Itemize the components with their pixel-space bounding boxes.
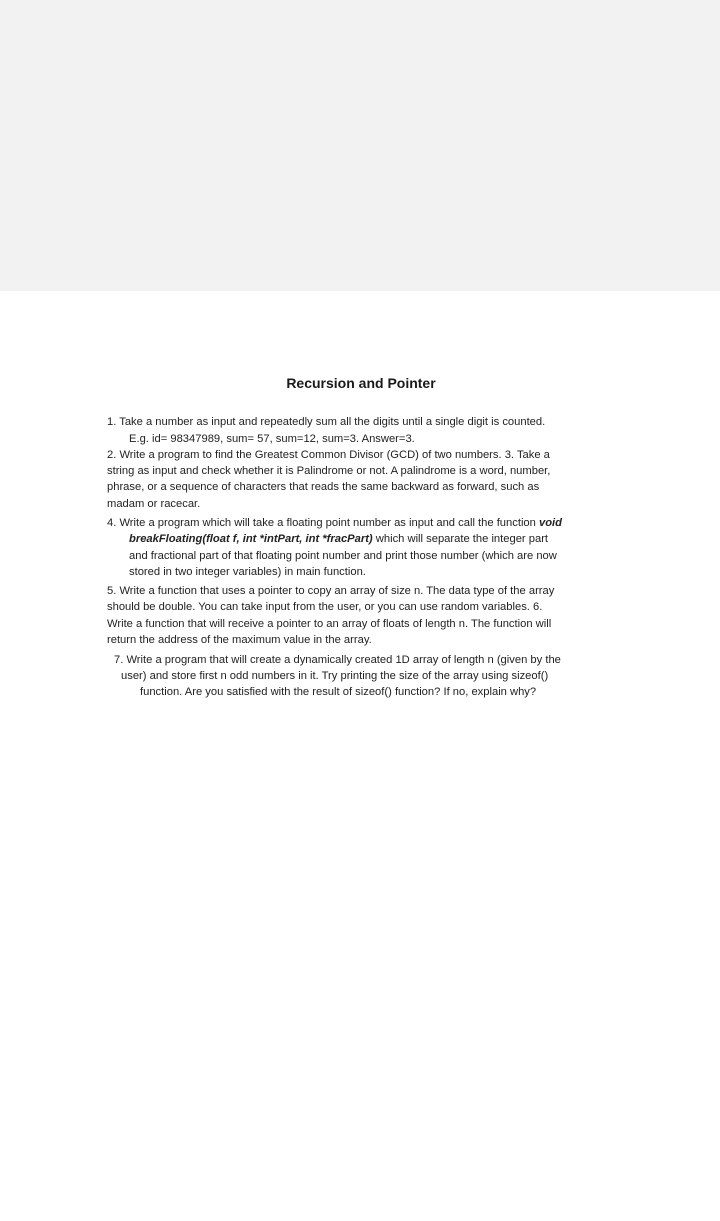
question-6-line-1: Write a function that will receive a pointer to an array of floats of length n. The function will: [107, 618, 552, 630]
question-5-line-2: should be double. You can take input from the user, or you can use random variables. 6.: [107, 601, 543, 613]
question-7-line-1: 7. Write a program that will create a dynamically created 1D array of length n (given by the: [114, 654, 561, 666]
code-function-signature: breakFloating(float f, int *intPart, int *fracPart): [129, 533, 373, 545]
question-2-line-1: 2. Write a program to find the Greatest Common Divisor (GCD) of two numbers. 3. Take a: [107, 449, 550, 461]
document-page: [0, 291, 720, 1221]
question-3-line-3: madam or racecar.: [107, 498, 201, 510]
question-4-line-1: [107, 515, 562, 531]
question-4-line-4: stored in two integer variables) in main function.: [129, 566, 366, 578]
question-4-text-2: which will separate the integer part: [372, 533, 549, 545]
question-3-line-2: phrase, or a sequence of characters that reads the same backward as forward, such as: [107, 481, 540, 493]
question-6-line-2: return the address of the maximum value in the array.: [107, 634, 372, 646]
question-3-line-1: string as input and check whether it is Palindrome or not. A palindrome is a word, number,: [107, 465, 551, 477]
question-4-line-2: [129, 531, 548, 547]
question-1-line-2: E.g. id= 98347989, sum= 57, sum=12, sum=3. Answer=3.: [129, 433, 415, 445]
question-5-line-1: 5. Write a function that uses a pointer to copy an array of size n. The data type of the array: [107, 585, 555, 597]
document-title: Recursion and Pointer: [286, 375, 436, 391]
code-keyword-void: void: [539, 517, 562, 529]
top-blank-band: [0, 0, 720, 291]
question-7-line-3: function. Are you satisfied with the result of sizeof() function? If no, explain why?: [140, 686, 537, 698]
question-4-line-3: and fractional part of that floating point number and print those number (which are now: [129, 550, 557, 562]
question-1-line-1: 1. Take a number as input and repeatedly sum all the digits until a single digit is counted.: [107, 416, 546, 428]
question-7-line-2: user) and store first n odd numbers in it. Try printing the size of the array using sizeof(): [121, 670, 549, 682]
question-4-text: 4. Write a program which will take a floating point number as input and call the function: [107, 517, 536, 529]
